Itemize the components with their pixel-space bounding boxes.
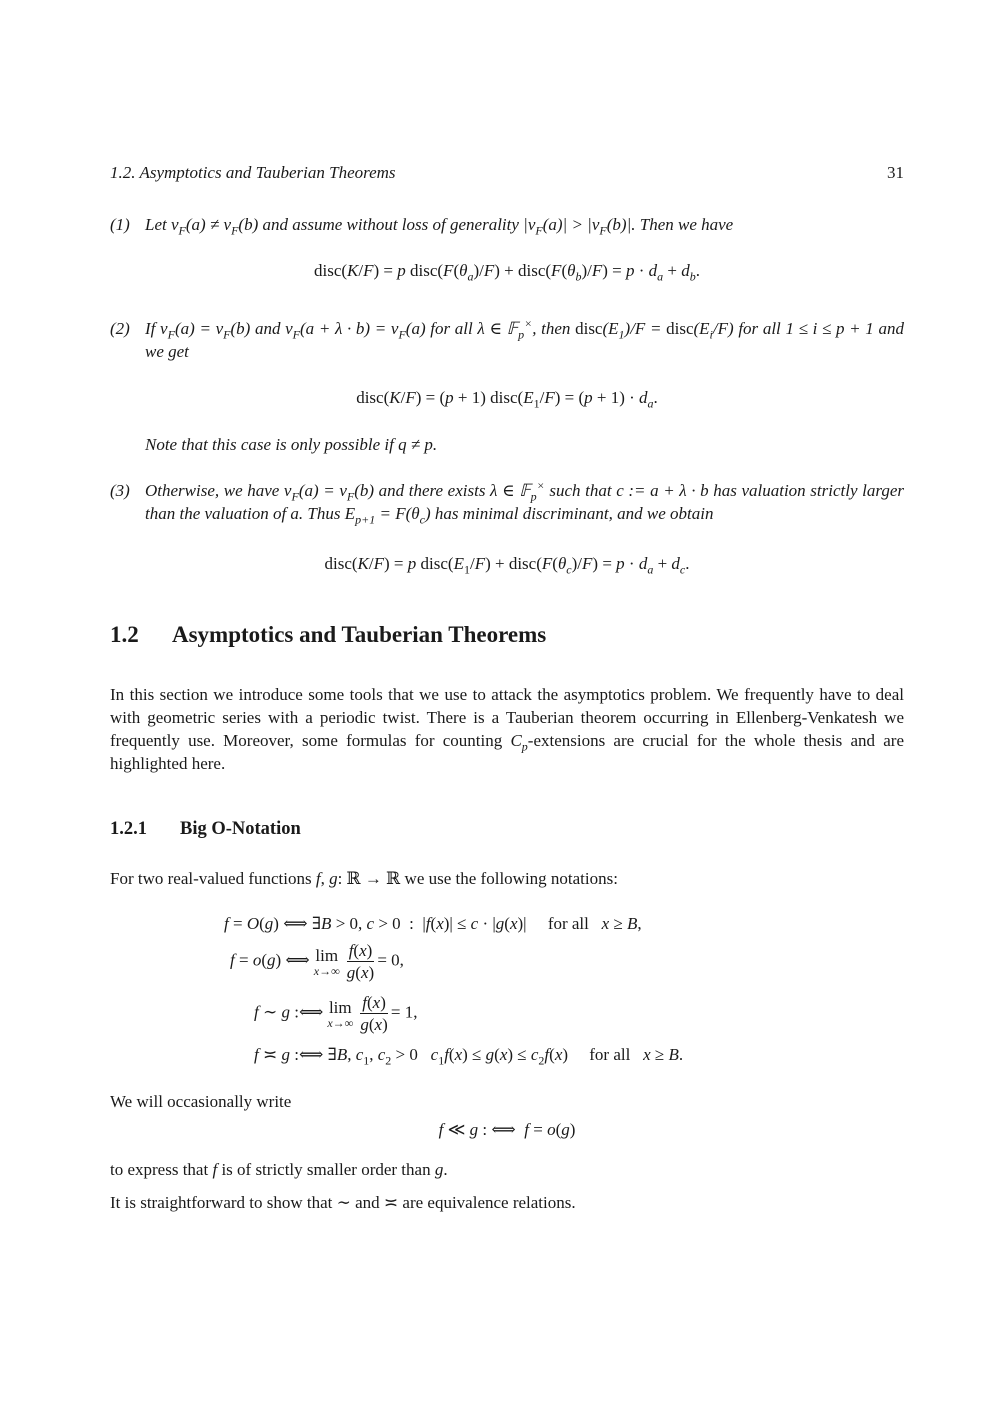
item-1-equation: disc(K/F) = p $disc(F(\theta_a)/F)$ + $disc(F(\theta_b)/F) = p \cdot d_a + d_b$. — [313, 261, 701, 284]
item-3-label: (3) — [110, 481, 130, 500]
closing-text: It is straightforward to show that ∼ and ≍ are equivalence relations. — [110, 1193, 576, 1212]
ll-equation: f ≪ g : ⟺ f = o(g) — [438, 1120, 576, 1139]
item-1-text: Let $\nu_F(a) \ne \nu_F(b)$ and assume without loss of generality $|\nu_F(a)| > |\nu_F(b)|$. Then we have — [145, 215, 734, 238]
page-number: 31 — [887, 163, 904, 182]
running-header: 1.2. Asymptotics and Tauberian Theorems — [110, 163, 396, 182]
section-intro: In this section we introduce some tools that we use to attack the asymptotics problem. We frequently have to deal with geometric series with a periodic twist. There is a Tauberian theorem occurring in Ellenberg-Venkatesh we frequently use. Moreover, some formulas for counting $C_p$-extensions are crucial for the whole thesis and are highlighted here. — [110, 685, 904, 773]
item-2-label: (2) — [110, 319, 130, 338]
subsection-title: Big O-Notation — [180, 819, 301, 839]
subsection-number: 1.2.1 — [110, 819, 147, 839]
notation-big-o: f = O(g) ⟺ ∃B > 0, c > 0 : |f(x)| ≤ c · |g(x)| for all x ≥ B, — [224, 914, 642, 933]
notation-asymptotic: f ∼ g :⟺ lim x→∞ $\frac{f(x)}{g(x)}$ = 1, — [254, 993, 418, 1034]
subsection-lead: For two real-valued functions f, g: ℝ → ℝ we use the following notations: — [110, 869, 618, 888]
item-2-equation: disc(K/F) = (p + 1) $disc(E_1/F) = (p + 1) \cdot d_a$. — [356, 388, 658, 411]
occasionally-text: We will occasionally write — [110, 1092, 292, 1111]
subsection-heading — [110, 818, 301, 841]
notation-little-o: f = o(g) ⟺ lim x→∞ $\frac{f(x)}{g(x)}$ = 0, — [230, 941, 404, 982]
section-heading — [110, 623, 546, 646]
item-1-label: (1) — [110, 215, 130, 234]
section-title: Asymptotics and Tauberian Theorems — [172, 622, 547, 647]
item-2-text: If $\nu_F(a) = \nu_F(b)$ and $\nu_F(a + \lambda \cdot b) = \nu_F(a)$ for all λ ∈ 𝔽$_p$×, then $disc(E_1)/F$ = $disc(E_i/F)$ for all 1 ≤ i ≤ p + 1 and we get — [145, 316, 904, 361]
item-2-note: Note that this case is only possible if q ≠ p. — [145, 435, 438, 454]
section-number: 1.2 — [110, 622, 139, 647]
item-3-text: Otherwise, we have $\nu_F(a) = \nu_F(b)$ and there exists λ ∈ 𝔽$_p$× such that c := a + λ · b has valuation strictly larger than the valuation of a. Thus $E_{p+1} = F(\theta_c)$ has minimal discriminant, and we obtain — [145, 478, 904, 527]
express-text: to express that f is of strictly smaller order than g. — [110, 1160, 448, 1179]
notation-same-order: f ≍ g :⟺ ∃B, $c_1$, $c_2 > 0$ $c_1f(x) \le g(x) \le c_2f(x)$ for all x ≥ B. — [254, 1045, 684, 1068]
item-3-equation: disc(K/F) = p $disc(E_1/F)$ + $disc(F(\theta_c)/F) = p \cdot d_a + d_c$. — [324, 554, 690, 577]
